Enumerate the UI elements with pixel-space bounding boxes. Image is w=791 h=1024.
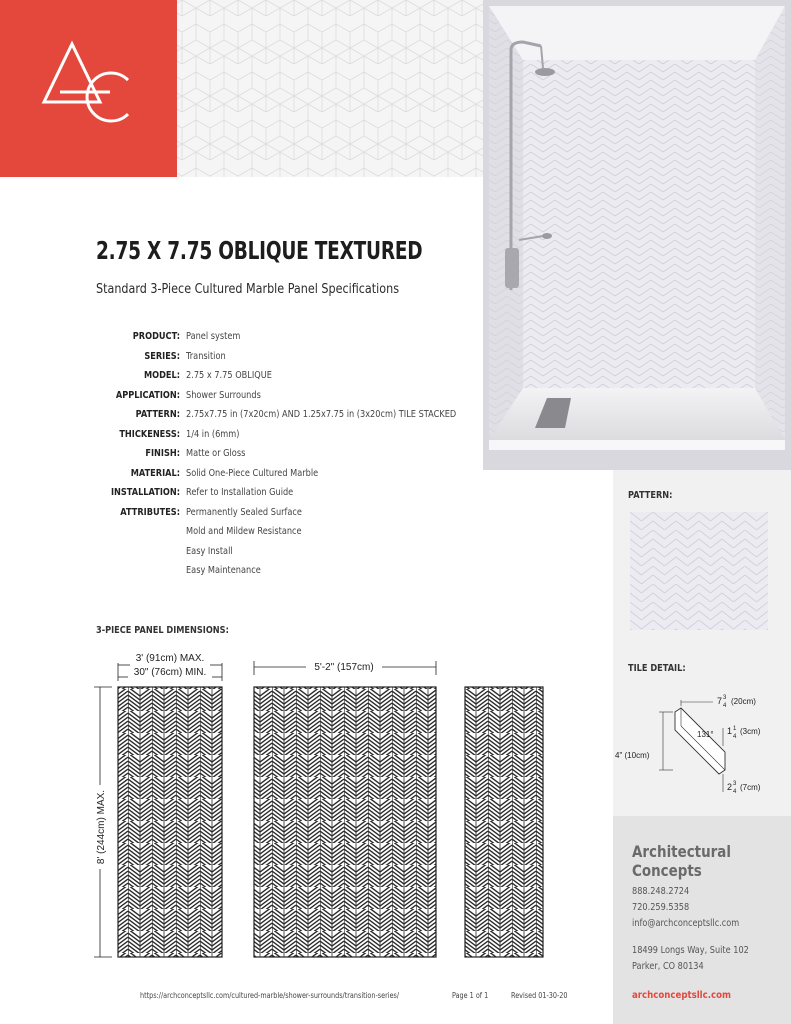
spec-value: Panel system [186, 331, 241, 342]
spec-value: Transition [186, 350, 226, 362]
svg-text:4: 4 [733, 734, 737, 740]
spec-value: Refer to Installation Guide [186, 487, 294, 498]
spec-row-product [60, 331, 580, 351]
spec-label: MODEL: [143, 370, 180, 381]
spec-row-model [60, 370, 580, 390]
pattern-swatch [630, 512, 768, 630]
footer-revised-date: Revised 01-30-20 [511, 991, 568, 1000]
spec-row-installation [60, 487, 580, 507]
spec-label: APPLICATION: [115, 389, 180, 401]
back-panel [254, 687, 436, 957]
spec-label: SERIES: [144, 350, 180, 362]
svg-text:2: 2 [727, 782, 733, 792]
tile-length-label [717, 695, 756, 709]
spec-row-pattern [60, 409, 580, 429]
spec-value: 2.75x7.75 in (7x20cm) AND 1.25x7.75 in (3x20cm) TILE STACKED [186, 409, 457, 420]
page-subtitle: Standard 3-Piece Cultured Marble Panel Specifications [96, 282, 400, 297]
spec-row-thickness [60, 429, 580, 449]
website-link[interactable]: archconceptsllc.com [632, 990, 731, 1001]
side-panel-right [465, 687, 543, 957]
spec-value: Permanently Sealed Surface [186, 506, 302, 518]
spec-label: THICKENESS: [119, 428, 180, 440]
email-link[interactable]: info@archconceptsllc.com [632, 918, 740, 929]
spec-value: Shower Surrounds [186, 389, 261, 401]
side-panel-left [118, 687, 222, 957]
spec-value: Solid One-Piece Cultured Marble [186, 467, 319, 479]
tile-depth-label: 4" (10cm) [615, 751, 650, 760]
address-line1: 18499 Longs Way, Suite 102 [632, 945, 749, 956]
svg-text:(20cm): (20cm) [731, 697, 756, 706]
logo[interactable] [0, 0, 177, 177]
spec-table [60, 331, 580, 585]
spec-value: Mold and Mildew Resistance [186, 526, 302, 537]
phone-primary[interactable]: 888.248.2724 [632, 886, 690, 897]
spec-value: Easy Maintenance [186, 565, 261, 576]
spec-row-material [60, 468, 580, 488]
ac-logo-icon [0, 0, 177, 177]
spec-label: ATTRIBUTES: [120, 506, 180, 518]
spec-row-application [60, 390, 580, 410]
phone-secondary[interactable]: 720.259.5358 [632, 902, 690, 913]
svg-text:1: 1 [733, 726, 737, 732]
svg-text:(7cm): (7cm) [740, 783, 761, 792]
company-name [632, 842, 731, 880]
spec-label: PATTERN: [135, 409, 180, 420]
back-width-dimension: 5'-2" (157cm) [314, 662, 374, 673]
pattern-heading: PATTERN: [628, 490, 673, 501]
svg-text:7: 7 [717, 696, 723, 706]
tile-detail-diagram [613, 690, 791, 808]
spec-row-finish [60, 448, 580, 468]
dimensions-heading: 3-PIECE PANEL DIMENSIONS: [96, 625, 229, 636]
address-line2: Parker, CO 80134 [632, 961, 704, 972]
side-min-dimension: 30" (76cm) MIN. [133, 667, 207, 678]
spec-value: 2.75 x 7.75 OBLIQUE [186, 370, 272, 381]
footer-page-number: Page 1 of 1 [452, 991, 489, 1000]
spec-label: MATERIAL: [130, 467, 180, 479]
spec-label: PRODUCT: [132, 331, 180, 342]
spec-value: Easy Install [186, 545, 233, 557]
company-name-line1: Architectural [632, 842, 731, 861]
svg-text:(3cm): (3cm) [740, 727, 761, 736]
svg-text:1: 1 [727, 726, 733, 736]
spec-value: 1/4 in (6mm) [186, 428, 240, 440]
side-max-dimension: 3' (91cm) MAX. [135, 653, 205, 664]
spec-value: Matte or Gloss [186, 448, 246, 459]
page-title: 2.75 X 7.75 OBLIQUE TEXTURED [96, 236, 423, 265]
spec-row-series [60, 351, 580, 371]
svg-text:4: 4 [723, 703, 727, 709]
svg-text:4: 4 [733, 789, 737, 795]
footer-url[interactable]: https://archconceptsllc.com/cultured-marble/shower-surrounds/transition-series/ [140, 991, 400, 1000]
height-dimension: 8' (244cm) MAX. [96, 789, 107, 865]
spec-row-attributes [60, 507, 580, 585]
tile-angle-label: 131° [697, 730, 714, 739]
spec-label: FINISH: [145, 448, 180, 459]
svg-text:3: 3 [723, 695, 727, 701]
tile-narrow-label [727, 726, 761, 740]
spec-label: INSTALLATION: [110, 487, 180, 498]
panel-dimensions-diagram [80, 645, 600, 975]
tile-detail-heading: TILE DETAIL: [628, 663, 686, 674]
company-name-line2: Concepts [632, 861, 702, 880]
svg-text:3: 3 [733, 781, 737, 787]
tile-wide-label [727, 781, 761, 795]
